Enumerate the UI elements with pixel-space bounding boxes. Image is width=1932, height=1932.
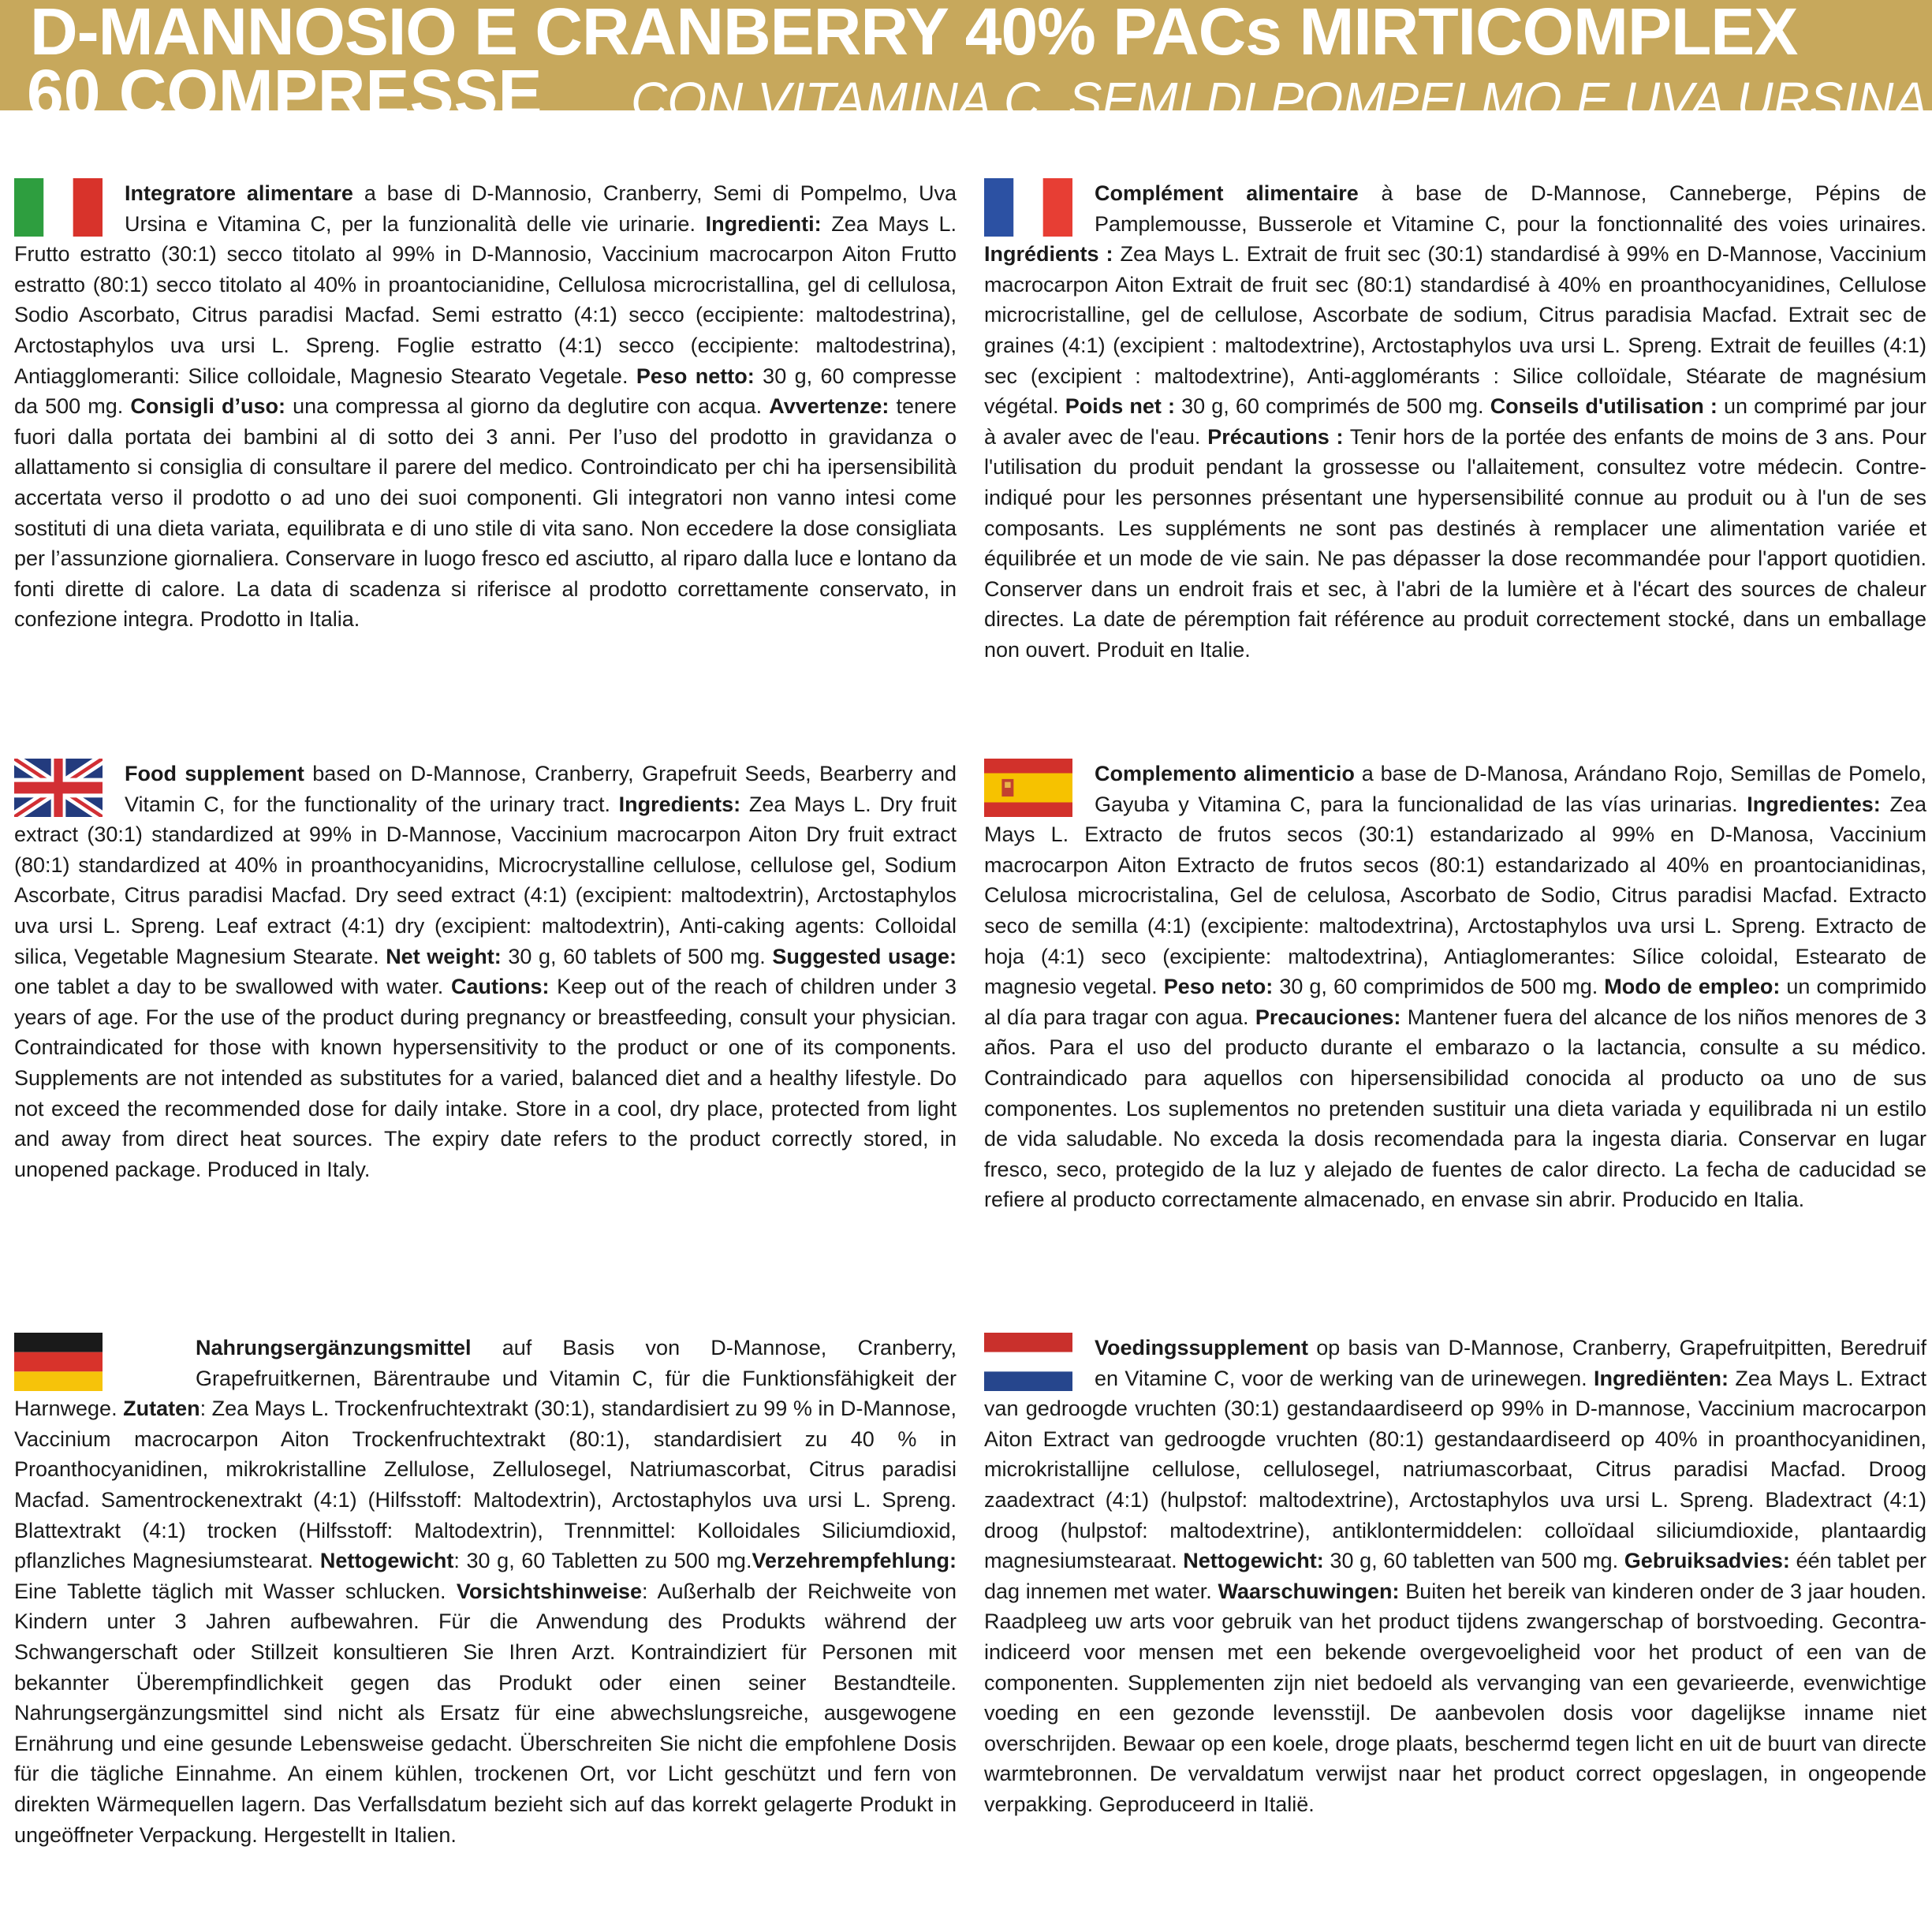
body-text: Zea Mays L. Extract van gedroogde vruchten (30:1) gestandaardiseerd op 99% in D-mannose, Vaccinium macrocarpon Aiton Extract van gedroogde vruchten (80:1) gestandaardiseerd op 40% in proanthocyanidinen, microkristallijne cellulose, cellulosegel, natriumascorbaat, Citrus paradisi Macfad. Droog zaadextract (4:1) (hulpstof: maltodextrine), Arctostaphylos uva ursi L. Spreng. Bladextract (4:1) droog (hulpstof: maltodextrine), antiklontermiddelen: colloïdaal siliciumdioxide, plantaardig magnesiumstearaat.	[984, 1366, 1927, 1573]
bold-label: Suggested usage:	[772, 944, 957, 968]
bold-label: Nettogewicht:	[1183, 1549, 1324, 1573]
bold-label: Complément alimentaire	[1095, 181, 1359, 205]
bold-label: Précautions :	[1207, 424, 1344, 449]
bold-label: Zutaten	[123, 1397, 200, 1421]
section-italian	[14, 178, 957, 635]
bold-label: Consigli d’uso:	[130, 394, 285, 419]
netherlands-flag-icon	[984, 1333, 1072, 1391]
italy-flag-icon	[14, 178, 103, 237]
section-text	[14, 1336, 957, 1847]
section-german	[14, 1333, 957, 1850]
product-subtitle: CON VITAMINA C, SEMI DI POMPELMO E UVA URSINA	[631, 72, 1928, 129]
body-text: à base de D-Mannose, Canneberge, Pépins de Pamplemousse, Busserole et Vitamine C, pour la fonctionnalité des voies urinaires.	[1095, 181, 1926, 236]
bold-label: Ingrediënten:	[1594, 1366, 1729, 1390]
section-text	[984, 1336, 1926, 1816]
section-text	[984, 181, 1926, 662]
body-text: op basis van D-Mannose, Cranberry, Grapefruitpitten, Beredruif en Vitamine C, voor de werking van de urinewegen.	[1095, 1336, 1926, 1390]
body-text: 30 g, 60 compresse da 500 mg.	[14, 364, 957, 419]
body-text: one tablet a day to be swallowed with water.	[14, 975, 451, 999]
bold-label: Ingredienti:	[705, 211, 822, 236]
bold-label: Avvertenze:	[769, 394, 890, 419]
germany-flag-icon	[14, 1333, 103, 1391]
bold-label: Ingrédients :	[984, 242, 1113, 267]
bold-label: Ingredientes:	[1747, 792, 1881, 816]
bold-label: Ingredients:	[618, 792, 741, 816]
body-text: un comprimido al día para tragar con agua.	[984, 975, 1927, 1029]
bold-label: Net weight:	[386, 944, 502, 968]
bold-label: Vorsichtshinweise	[456, 1579, 642, 1603]
body-text: : Zea Mays L. Trockenfruchtextrakt (30:1), standardisiert zu 99 % in D-Mannose, Vaccinium macrocarpon Aiton Trockenfruchtextrakt (80:1), standardisiert zu 40 % in Proanthocyanidinen, mikrokristalline Zellulose, Zellulosegel, Natriumascorbat, Citrus paradisi Macfad. Samentrockenextrakt (4:1) (Hilfsstoff: Maltodextrin), Arctostaphylos uva ursi L. Spreng. Blattextrakt (4:1) trocken (Hilfsstoff: Maltodextrin), Trennmittel: Kolloidales Siliciumdioxid, pflanzliches Magnesiumstearat.	[14, 1397, 957, 1573]
body-text: : 30 g, 60 Tabletten zu 500 mg.	[453, 1549, 752, 1573]
body-text: 30 g, 60 comprimidos de 500 mg.	[1273, 975, 1605, 999]
body-text: a base de D-Manosa, Arándano Rojo, Semillas de Pomelo, Gayuba y Vitamina C, para la funcionalidad de las vías urinarias.	[1095, 762, 1926, 816]
uk-flag-icon	[14, 759, 103, 817]
body-text: Keep out of the reach of children under 3 years of age. For the use of the product during pregnancy or breastfeeding, consult your physician. Contraindicated for those with known hypersensitivity to the product or one of its components. Supplements are not intended as substitutes for a varied, balanced diet and a healthy lifestyle. Do not exceed the recommended dose for daily intake. Store in a cool, dry place, protected from light and away from direct heat sources. The expiry date refers to the product correctly stored, in unopened package. Produced in Italy.	[14, 975, 957, 1181]
body-text: 30 g, 60 tabletten van 500 mg.	[1323, 1549, 1624, 1573]
section-dutch	[984, 1333, 1926, 1820]
body-text: Zea Mays L. Dry fruit extract (30:1) standardized at 99% in D-Mannose, Vaccinium macrocarpon Aiton Dry fruit extract (80:1) standardized at 40% in proanthocyanidins, Microcrystalline cellulose, cellulose gel, Sodium Ascorbate, Citrus paradisi Macfad. Dry seed extract (4:1) (excipient: maltodextrin), Arctostaphylos uva ursi L. Spreng. Leaf extract (4:1) dry (excipient: maltodextrin), Anti-caking agents: Colloidal silica, Vegetable Magnesium Stearate.	[14, 792, 957, 968]
body-text: Zea Mays L. Extrait de fruit sec (30:1) standardisé à 99% en D-Mannose, Vaccinium macrocarpon Aiton Extrait de fruit sec (80:1) standardisé à 40% en proanthocyanidines, Cellulose microcristalline, gel de cellulose, Ascorbate de sodium, Citrus paradisia Macfad. Extrait sec de graines (4:1) (excipient : maltodextrine), Arctostaphylos uva ursi L. Spreng. Extrait de feuilles (4:1) sec (excipient : maltodextrine), Anti-agglomérants : Silice colloïdale, Stéarate de magnésium végétal.	[984, 242, 1926, 419]
body-text: Zea Mays L. Extracto de frutos secos (30:1) estandarizado al 99% en D-Manosa, Vaccinium macrocarpon Aiton Extracto de frutos secos (80:1) estandarizado al 40% en proantocianidinas, Celulosa microcristalina, Gel de celulosa, Ascorbato de Sodio, Citrus paradisi Macfad. Extracto seco de semilla (4:1) (excipiente: maltodextrina), Arctostaphylos uva ursi L. Spreng. Extracto de hoja (4:1) seco (excipiente: maltodextrina), Antiaglomerantes: Sílice coloidal, Estearato de magnesio vegetal.	[984, 792, 1926, 999]
body-text: un comprimé par jour à avaler avec de l'eau.	[984, 394, 1926, 449]
section-text	[984, 762, 1926, 1211]
body-text: Zea Mays L. Frutto estratto (30:1) secco titolato al 99% in D-Mannosio, Vaccinium macrocarpon Aiton Frutto estratto (80:1) secco titolato al 40% in proantocianidine, Cellulosa microcristallina, gel di cellulosa, Sodio Ascorbato, Citrus paradisi Macfad. Semi estratto (4:1) secco (eccipiente: maltodestrina), Arctostaphylos uva ursi L. Spreng. Foglie estratto (4:1) secco (eccipiente: maltodestrina), Antiagglomeranti: Silice colloidale, Magnesio Stearato Vegetale.	[14, 211, 957, 388]
body-text: tenere fuori dalla portata dei bambini al di sotto dei 3 anni. Per l’uso del prodotto in gravidanza o allattamento si consiglia di consultare il parere del medico. Controindicato per chi ha ipersensibilità accertata verso il prodotto o ad uno dei suoi componenti. Gli integratori non vanno intesi come sostituti di una dieta variata, equilibrata e di uno stile di vita sano. Non eccedere la dose consigliata per l’assunzione giornaliera. Conservare in luogo fresco ed asciutto, al riparo dalla luce e lontano da fonti dirette di calore. La data di scadenza si riferisce al prodotto correttamente conservato, in confezione integra. Prodotto in Italia.	[14, 394, 957, 632]
product-title: D-MANNOSIO E CRANBERRY 40% PACs MIRTICOMPLEX	[30, 0, 1798, 69]
title-banner	[0, 0, 1932, 130]
bold-label: Gebruiksadvies:	[1624, 1549, 1790, 1573]
bold-label: Voedingssupplement	[1095, 1336, 1309, 1359]
body-text: Mantener fuera del alcance de los niños menores de 3 años. Para el uso del producto durante el embarazo o la lactancia, consulte a su médico. Contraindicado para aquellos con hipersensibilidad conocida al producto oa uno de sus componentes. Los suplementos no pretenden sustituir una dieta variada y equilibrada ni un estilo de vida saludable. No exceda la dosis recomendada para la ingesta diaria. Conservar en lugar fresco, seco, protegido de la luz y alejado de fuentes de calor directo. La fecha de caducidad se refiere al producto correctamente almacenado, en envase sin abrir. Producido en Italia.	[984, 1005, 1926, 1212]
bold-label: Modo de empleo:	[1604, 975, 1781, 999]
section-text	[14, 181, 957, 631]
bold-label: Conseils d'utilisation :	[1490, 394, 1718, 419]
body-text: a base di D-Mannosio, Cranberry, Semi di Pompelmo, Uva Ursina e Vitamina C, per la funzionalità delle vie urinarie.	[125, 181, 957, 236]
bold-label: Precauciones:	[1255, 1005, 1401, 1029]
bold-label: Integratore alimentare	[125, 181, 353, 205]
body-text: auf Basis von D-Mannose, Cranberry, Grapefruitkernen, Bärentraube und Vitamin C, für die Funktionsfähigkeit der Harnwege.	[14, 1336, 957, 1421]
france-flag-icon	[984, 178, 1072, 237]
bold-label: Peso netto:	[636, 364, 755, 388]
bold-label: Poids net :	[1065, 394, 1175, 419]
body-text: 30 g, 60 tablets of 500 mg.	[501, 944, 773, 968]
bold-label: Food supplement	[125, 762, 304, 785]
bold-label: Complemento alimenticio	[1095, 762, 1355, 785]
body-text: based on D-Mannose, Cranberry, Grapefruit Seeds, Bearberry and Vitamin C, for the functionality of the urinary tract.	[125, 762, 957, 816]
body-text: Tenir hors de la portée des enfants de moins de 3 ans. Pour l'utilisation du produit pendant la grossesse ou l'allaitement, consultez votre médecin. Contre-indiqué pour les personnes présentant une hypersensibilité connue au produit ou à l'un de ses composants. Les suppléments ne sont pas destinés à remplacer une alimentation variée et équilibrée et un mode de vie sain. Ne pas dépasser la dose recommandée pour l'apport quotidien. Conserver dans un endroit frais et sec, à l'abri de la lumière et à l'écart des sources de chaleur directes. La date de péremption fait référence au produit correctement stocké, dans un emballage non ouvert. Produit en Italie.	[984, 424, 1926, 662]
bold-label: Nettogewicht	[319, 1549, 454, 1573]
product-count: 60 COMPRESSE	[27, 56, 543, 130]
section-english	[14, 759, 957, 1184]
bold-label: Cautions:	[450, 975, 550, 999]
body-text: : Außerhalb der Reichweite von Kindern unter 3 Jahren aufbewahren. Für die Anwendung des Produkts während der Schwangerschaft oder Stillzeit konsultieren Sie Ihren Arzt. Kontraindiziert für Personen mit bekannter Überempfindlichkeit gegen das Produkt oder einen seiner Bestandteile. Nahrungsergänzungsmittel sind nicht als Ersatz für eine abwechslungsreiche, ausgewogene Ernährung und eine gesunde Lebensweise gedacht. Überschreiten Sie nicht die empfohlene Dosis für die tägliche Einnahme. An einem kühlen, trockenen Ort, vor Licht geschützt und fern von direkten Wärmequellen lagern. Das Verfallsdatum bezieht sich auf das korrekt gelagerte Produkt in ungeöffneter Verpackung. Hergestellt in Italien.	[14, 1579, 957, 1847]
bold-label: Waarschuwingen:	[1218, 1579, 1400, 1603]
body-text: één tablet per dag innemen met water.	[984, 1549, 1926, 1603]
section-french	[984, 178, 1926, 666]
section-spanish	[984, 759, 1926, 1215]
section-text	[14, 762, 957, 1181]
bold-label: Nahrungsergänzungsmittel	[196, 1336, 472, 1359]
bold-label: Peso neto:	[1163, 975, 1274, 999]
body-text: 30 g, 60 comprimés de 500 mg.	[1174, 394, 1490, 419]
body-text: una compressa al giorno da deglutire con acqua.	[285, 394, 770, 419]
body-text: Eine Tablette täglich mit Wasser schlucken.	[14, 1579, 457, 1603]
spain-flag-icon	[984, 759, 1072, 817]
body-text: Buiten het bereik van kinderen onder de 3 jaar houden. Raadpleeg uw arts voor gebruik van het product tijdens zwangerschap of borstvoeding. Gecontra-indiceerd voor mensen met een bekende overgevoeligheid voor het product of een van de componenten. Supplementen zijn niet bedoeld als vervanging van een gevarieerde, evenwichtige voeding en een gezonde levensstijl. De aanbevolen dosis voor dagelijkse inname niet overschrijden. Bewaar op een koele, droge plaats, beschermd tegen licht en uit de buurt van directe warmtebronnen. De vervaldatum verwijst naar het product correct opgeslagen, in ongeopende verpakking. Geproduceerd in Italië.	[984, 1579, 1926, 1816]
bold-label: Verzehrempfehlung:	[752, 1549, 957, 1573]
